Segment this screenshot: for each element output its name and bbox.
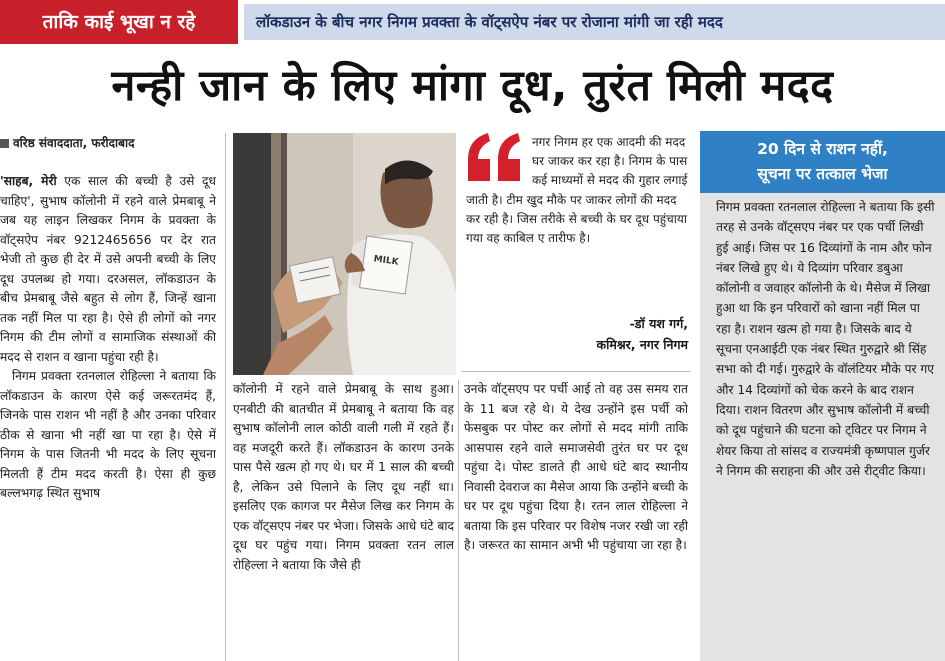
sidebar-title-line-1: 20 दिन से राशन नहीं, bbox=[757, 140, 888, 158]
kicker-right: लॉकडाउन के बीच नगर निगम प्रवक्ता के वॉट्सऐप नंबर पर रोजाना मांगी जा रही मदद bbox=[244, 4, 945, 40]
column1-paragraph-1 bbox=[0, 172, 216, 367]
sidebar-box bbox=[700, 131, 945, 661]
column1-p1-rest: एक साल की बच्ची है उसे दूध चाहिए', सुभाष कॉलोनी में रहने वाले प्रेमबाबू ने जब यह लाइन लिखकर निगम के प्रवक्ता के वॉट्सऐप नंबर 9212465656 पर देर रात भेजी तो कुछ ही देर में उसे अपनी बच्ची के लिए दूध उपलब्ध हो गया। दरअसल, लॉकडाउन के बीच प्रेमबाबू जैसे बहुत से लोग हैं, जिन्हें खाना तक नहीं मिल पा रहा है। ऐसे ही लोगों को नगर निगम की टीम लोगों व सामाजिक संस्थाओं की मदद से राशन व खाना पहुंचा रही है। bbox=[0, 174, 216, 364]
photo-illustration bbox=[233, 133, 456, 375]
article-column-1 bbox=[0, 172, 216, 661]
byline-square-icon bbox=[0, 139, 9, 148]
news-photo bbox=[233, 133, 456, 375]
headline: नन्ही जान के लिए मांगा दूध, तुरंत मिली मदद bbox=[111, 61, 834, 111]
quote-signature bbox=[597, 313, 689, 355]
quote-author: -डॉ यश गर्ग, bbox=[629, 316, 688, 331]
kicker-row bbox=[0, 0, 945, 44]
column-divider-1 bbox=[225, 133, 226, 661]
column2-paragraph: कॉलोनी में रहने वाले प्रेमबाबू के साथ हुआ। एनबीटी की बातचीत में प्रेमबाबू ने बताया कि वह सुभाष कॉलोनी लाल कोठी वाली गली में रहते हैं। वह मजदूरी करते हैं। लॉकडाउन के कारण उनके पास पैसे खत्म हो गए थे। घर में 1 साल की बच्ची है, लेकिन उसे पिलाने के लिए दूध नहीं था। इसलिए एक कागज पर मैसेज लिख कर निगम के एक वॉट्सएप नंबर पर भेजा। जिसके आधे घंटे बाद दूध घर पहुंच गया। निगम प्रवक्ता रतन लाल रोहिल्ला ने बताया कि जैसे ही bbox=[233, 382, 454, 572]
byline bbox=[0, 134, 230, 152]
article-column-3 bbox=[464, 380, 688, 661]
quote-divider bbox=[462, 371, 690, 372]
quote-text-wrap bbox=[466, 133, 688, 248]
column1-paragraph-2: निगम प्रवक्ता रतनलाल रोहिल्ला ने बताया कि लॉकडाउन के कारण ऐसे कई जरूरतमंद हैं, जिनके पास राशन भी नहीं है और उनका परिवार ठीक से खाना भी नहीं खा पा रहा है। ऐसे में निगम के पास जितनी भी मदद के लिए सूचना मिलती हैं टीम मदद करती है। ऐसा ही कुछ बल्लभगढ़ स्थित सुभाष bbox=[0, 369, 216, 500]
quote-designation: कमिश्नर, नगर निगम bbox=[596, 337, 688, 352]
article-column-2 bbox=[233, 380, 454, 661]
sidebar-title-line-2: सूचना पर तत्काल भेजा bbox=[757, 165, 888, 183]
column1-lead: 'साहब, मेरी bbox=[0, 174, 57, 188]
byline-text: वरिष्ठ संवाददाता, फरीदाबाद bbox=[13, 136, 135, 150]
quote-text: नगर निगम हर एक आदमी की मदद घर जाकर कर रहा है। निगम के पास कई माध्यमों से मदद की गुहार लगाई जाती है। टीम खुद मौके पर जाकर लोगों की मदद कर रही है। जिस तरीके से बच्ची के घर दूध पहुंचाया गया वह काबिल ए तारीफ है। bbox=[466, 135, 688, 246]
kicker-left: ताकि काई भूखा न रहे bbox=[0, 0, 238, 44]
quote-box bbox=[462, 131, 690, 371]
sidebar-body: निगम प्रवक्ता रतनलाल रोहिल्ला ने बताया कि इसी तरह से उनके वॉट्सएप नंबर पर एक पर्ची लिखी हुई आई। जिस पर 16 दिव्यांगों के नाम और फोन नंबर लिखे हुए थे। ये दिव्यांग परिवार डबुआ कॉलोनी व जवाहर कॉलोनी के थे। मैसेज में लिखा हुआ था कि इन परिवारों को खाना नहीं मिल पा रहा है। राशन खत्म हो गया है। जिसके बाद ये सूचना एनआईटी एक नंबर स्थित गुरुद्वारे श्री सिंह सभा को दी गई। गुरुद्वारे के वॉलंटियर मौके पर गए और 14 दिव्यांगों को चेक करने के बाद राशन दिया। राशन वितरण और सुभाष कॉलोनी में बच्ची को दूध पहुंचाने की घटना को ट्विटर पर निगम ने शेयर किया तो सांसद व राज्यमंत्री कृष्णपाल गुर्जर ने निगम की सराहना की और उसे रीट्वीट किया। bbox=[716, 200, 935, 478]
column-divider-2 bbox=[458, 380, 459, 661]
milk-label: MILK bbox=[372, 254, 400, 268]
column3-paragraph: उनके वॉट्सएप पर पर्ची आई तो वह उस समय रात के 11 बज रहे थे। ये देख उन्होंने इस पर्ची को फेसबुक पर पोस्ट कर लोगों से मदद मांगी ताकि आसपास रहने वाले समाजसेवी तुरंत घर पर दूध पहुंचा दे। पोस्ट डालते ही आधे घंटे बाद स्थानीय निवासी देवराज का मैसेज आया कि उन्होंने बच्ची के घर पर दूध पहुंचा दिया है। रतन लाल रोहिल्ला ने बताया कि इस परिवार पर विशेष नजर रखी जा रही है। जरूरत का सामान अभी भी पहुंचाया जा रहा है। bbox=[464, 382, 688, 552]
sidebar-title bbox=[700, 131, 945, 193]
